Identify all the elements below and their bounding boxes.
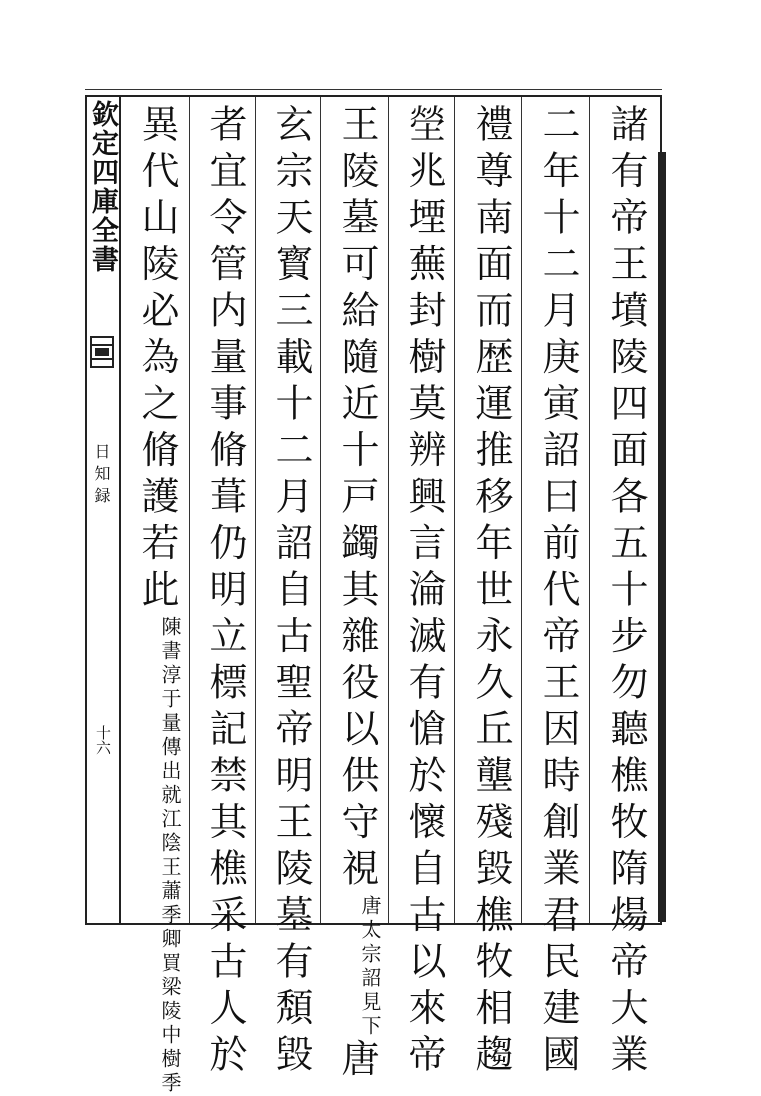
column-rule [589, 97, 590, 923]
column-5-main-text: 王陵墓可給隨近十戸蠲其雜役以供守視 [335, 104, 379, 895]
text-column-3: 禮尊南面而歴運推移年世永久丘壟殘毀樵牧相趨 [469, 104, 513, 1081]
column-rule [255, 97, 256, 923]
annotation-left-line: 詔見下 [358, 966, 382, 1039]
column-8-main-text: 異代山陵必為之脩護若此 [135, 104, 179, 616]
column-5-tail-text: 唐 [335, 1038, 379, 1085]
text-column-1: 諸有帝王墳陵四面各五十步勿聽樵牧隋煬帝大業 [604, 104, 648, 1081]
text-column-5 [332, 104, 382, 1085]
column-rule [454, 97, 455, 923]
column-rule [320, 97, 321, 923]
annotation-right-line: 陳書淳于量傳出就江陰 [158, 615, 182, 856]
column-rule [189, 97, 190, 923]
text-column-2: 二年十二月庚寅詔曰前代帝王因時創業君民建國 [536, 104, 580, 1081]
column-rule [521, 97, 522, 923]
text-column-4: 塋兆堙蕪封樹莫辨興言淪滅有愴於懷自古以來帝 [402, 104, 446, 1081]
text-column-7: 者宜令管内量事脩葺仍明立標記禁其樵采古人於 [203, 104, 247, 1081]
text-column-8 [132, 104, 182, 1096]
column-5-annotation [332, 895, 382, 1039]
column-rule [388, 97, 389, 923]
book-title: 日知録 [92, 443, 111, 509]
frame-right-bar [658, 152, 666, 922]
annotation-right-line: 唐太宗 [358, 894, 382, 967]
annotation-left-line: 王蕭季卿買梁陵中樹季 [158, 855, 182, 1096]
fishtail-mark-icon [89, 335, 115, 369]
collection-title: 欽定四庫全書 [87, 100, 118, 274]
frame-top-rule [85, 89, 662, 90]
margin-divider [119, 97, 121, 923]
text-column-6: 玄宗天寳三載十二月詔自古聖帝明王陵墓有頽毀 [269, 104, 313, 1081]
page-number: 十六 [94, 725, 112, 755]
